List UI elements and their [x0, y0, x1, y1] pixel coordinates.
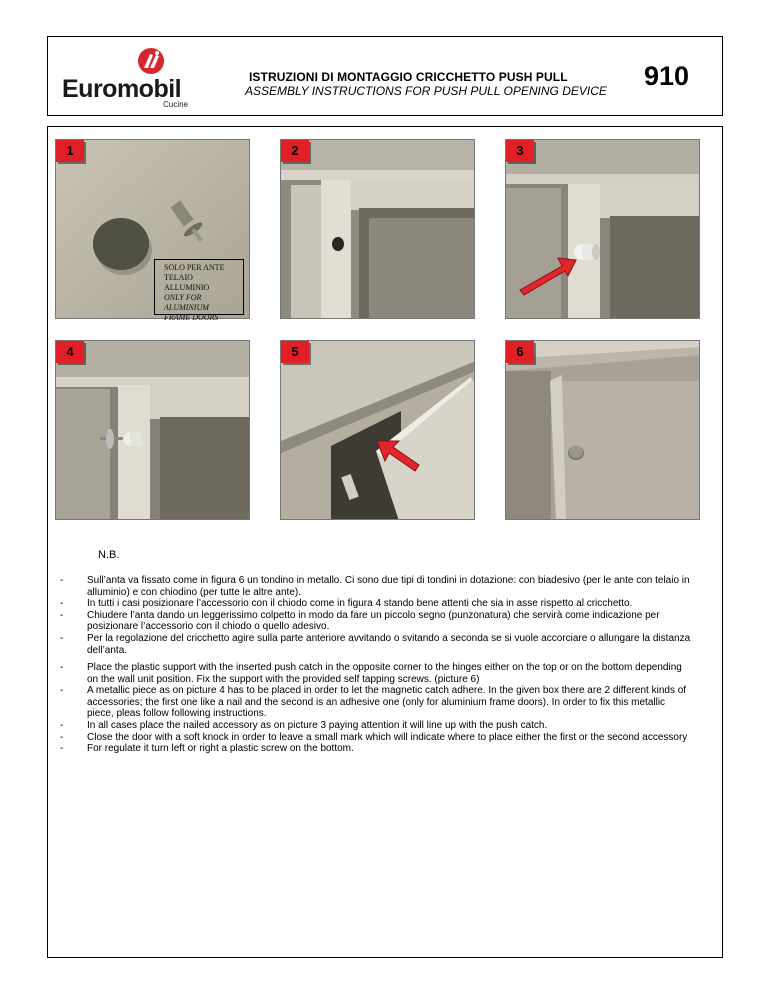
- document-code: 910: [644, 61, 690, 91]
- bullet-dash: -: [60, 662, 64, 673]
- note-text: A metallic piece as on picture 4 has to be placed in order to let the magnetic catch adhere. In the given box there are 2 different kinds of accessories; the first one like a nail and the second is an adhesive one (only for aluminium frame doors). In order to fix this metallic piece, pleas follow following instructions.: [87, 685, 687, 720]
- note-item: [60, 685, 692, 720]
- note-text: Close the door with a soft knock in order to leave a small mark which will indicate where to place either the first or the second accessory: [87, 731, 688, 743]
- bullet-dash: -: [60, 609, 64, 621]
- step-photo-4: [55, 340, 250, 520]
- aluminium-frame-label: [154, 259, 244, 322]
- label-it-line: TELAIO: [164, 273, 193, 282]
- cabinet-hole-photo: [281, 140, 475, 319]
- note-item: [60, 662, 692, 685]
- step-number-badge: 5: [281, 341, 309, 363]
- notes-english-list: [60, 662, 692, 755]
- step-photo-3: [505, 139, 700, 319]
- document-header: [47, 36, 723, 116]
- logo-wordmark: Euromobil: [62, 75, 182, 103]
- euromobil-logo: [62, 46, 192, 108]
- bullet-dash: -: [60, 598, 64, 610]
- step-number-badge: 4: [56, 341, 84, 363]
- note-text: Chiudere l’anta dando un leggerissimo colpetto in modo da fare un piccolo segno (punzonatura) che servirà come indicazione per posizionare l’accessorio con il chiodo o quello adesivo.: [87, 609, 660, 633]
- note-item: [60, 732, 692, 744]
- note-text: Sull’anta va fissato come in figura 6 un tondino in metallo. Ci sono due tipi di tondini in dotazione: con biadesivo (per le ante con telaio in alluminio) e con chiodino (per tutte le altre ante).: [87, 575, 690, 598]
- step-number-badge: 2: [281, 140, 309, 162]
- label-en-line: ONLY FOR: [164, 293, 202, 302]
- step-number-badge: 1: [56, 140, 84, 162]
- note-item: [60, 598, 692, 610]
- title-italian: ISTRUZIONI DI MONTAGGIO CRICCHETTO PUSH PULL: [249, 70, 568, 84]
- label-en-line: ALUMINIUM: [164, 303, 209, 312]
- step-photo-5: [280, 340, 475, 520]
- bullet-dash: -: [60, 743, 64, 755]
- note-text: Place the plastic support with the inserted push catch in the opposite corner to the hinges either on the top or on the bottom depending on the wall unit position. Fix the support with the provided self tapping screws. (picture 6): [87, 662, 682, 685]
- bullet-dash: -: [60, 632, 64, 644]
- step-number-badge: 6: [506, 341, 534, 363]
- bullet-dash: -: [60, 719, 64, 731]
- note-text: For regulate it turn left or right a plastic screw on the bottom.: [87, 743, 354, 755]
- step-photo-6: [505, 340, 700, 520]
- bullet-dash: -: [60, 731, 64, 743]
- label-en-line: FRAME DOORS: [164, 313, 219, 322]
- metal-disc-on-door-photo: [506, 341, 700, 520]
- note-text: In all cases place the nailed accessory as on picture 3 paying attention it will line up with the push catch.: [87, 719, 548, 731]
- bullet-dash: -: [60, 575, 64, 586]
- logo-subtext: Cucine: [163, 100, 188, 109]
- notes-heading: N.B.: [98, 549, 120, 561]
- step-number-badge: 3: [506, 140, 534, 162]
- nail-accessory-photo: [56, 341, 250, 520]
- note-item: [60, 575, 692, 598]
- label-it-line: ALLUMINIO: [164, 283, 210, 292]
- note-item: [60, 743, 692, 755]
- note-item: [60, 720, 692, 732]
- closing-door-photo: [281, 341, 475, 520]
- notes-italian-list: [60, 575, 692, 656]
- step-photo-2: [280, 139, 475, 319]
- logo-flame-icon: [136, 46, 166, 76]
- note-text: Per la regolazione del cricchetto agire sulla parte anteriore avvitando o svitando a seconda se si vuole accorciare o allungare la distanza dell’anta.: [87, 632, 691, 656]
- note-item: [60, 633, 692, 656]
- note-text: In tutti i casi posizionare l’accessorio con il chiodo come in figura 4 stando bene attenti che sia in asse rispetto al cricchetto.: [87, 598, 633, 610]
- note-item: [60, 610, 692, 633]
- label-it-line: SOLO PER ANTE: [164, 263, 225, 272]
- push-catch-inserted-photo: [506, 140, 700, 319]
- bullet-dash: -: [60, 685, 64, 697]
- title-english: ASSEMBLY INSTRUCTIONS FOR PUSH PULL OPENING DEVICE: [245, 84, 607, 98]
